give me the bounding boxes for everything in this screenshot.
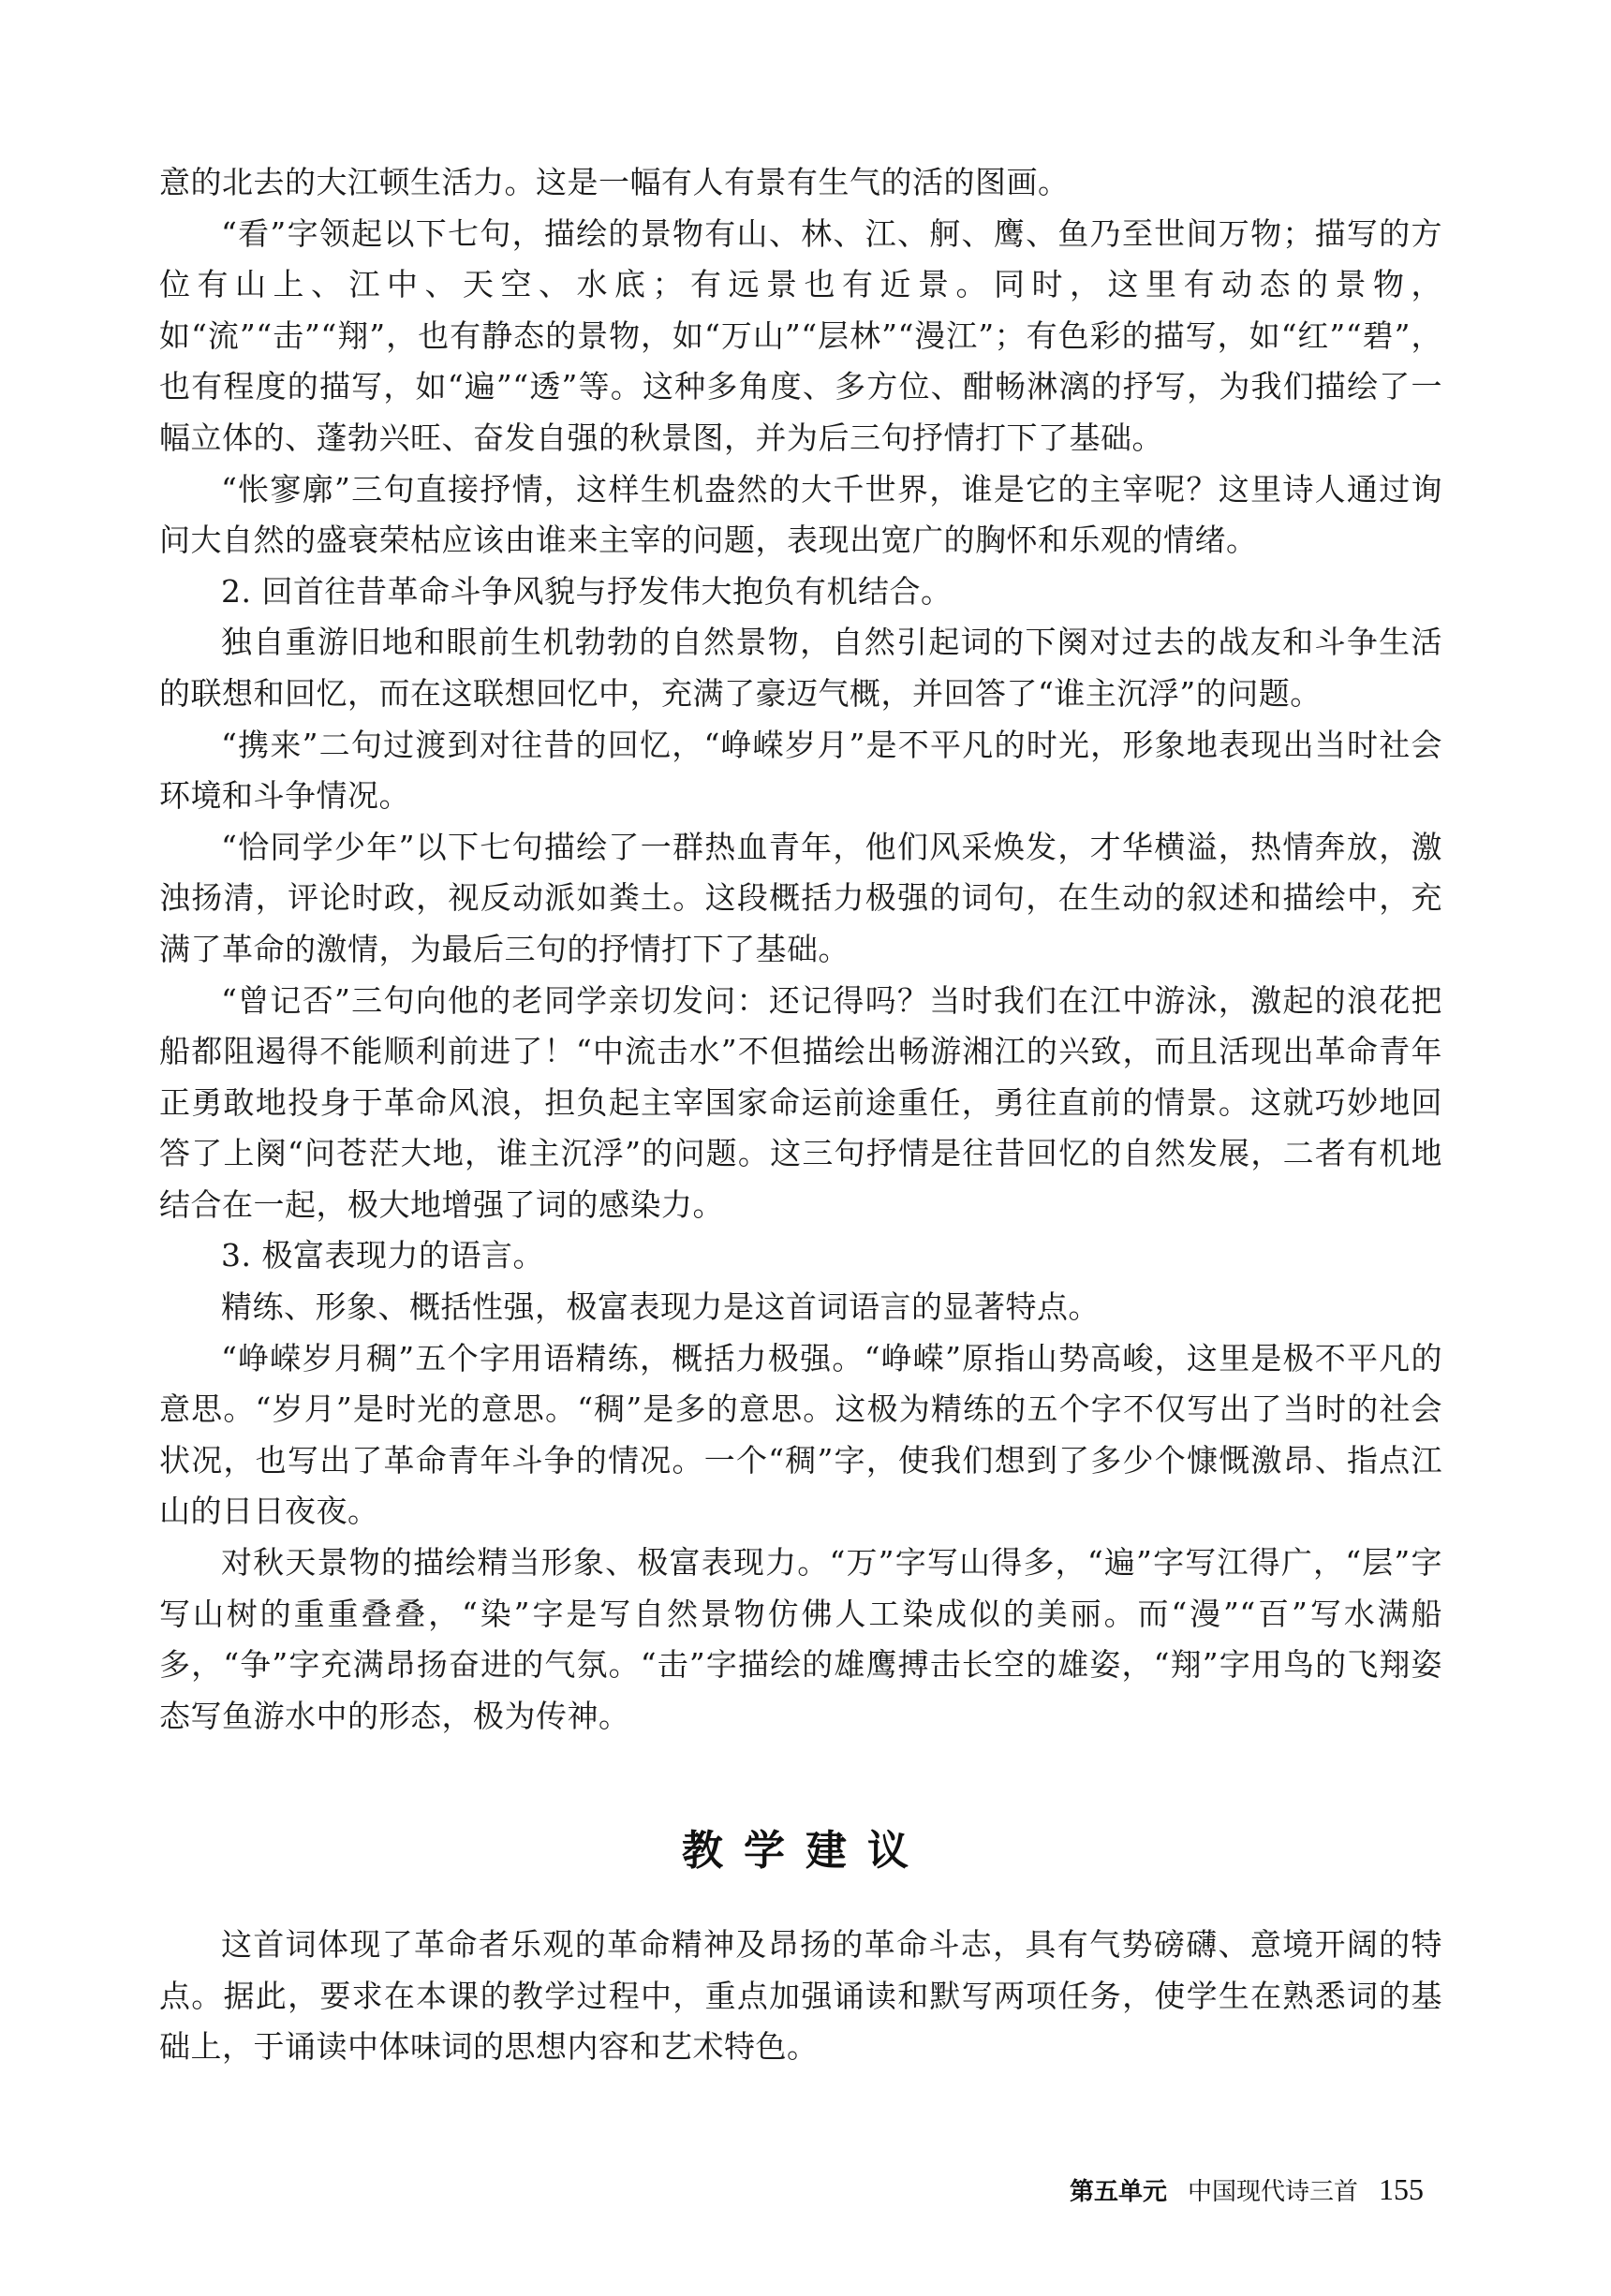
paragraph-6: “携来”二句过渡到对往昔的回忆，“峥嵘岁月”是不平凡的时光，形象地表现出当时社会环境和斗争情况。 (159, 726, 1442, 815)
page-footer (1070, 2172, 1424, 2207)
point-heading-2: 2. 回首往昔革命斗争风貌与抒发伟大抱负有机结合。 (221, 572, 953, 610)
paragraph-10: 精练、形象、概括性强，极富表现力是这首词语言的显著特点。 (221, 1288, 1100, 1326)
footer-lesson: 中国现代诗三首 (1187, 2178, 1358, 2206)
paragraph-7: “恰同学少年”以下七句描绘了一群热血青年，他们风采焕发，才华横溢，热情奔放，激浊扬清，评论时政，视反动派如粪土。这段概括力极强的词句，在生动的叙述和描绘中，充满了革命的激情，为最后三句的抒情打下了基础。 (159, 828, 1442, 967)
page-number: 155 (1379, 2172, 1424, 2206)
footer-unit: 第五单元 (1069, 2178, 1167, 2206)
section-title: 教学建议 (682, 1827, 929, 1875)
suggestion-paragraph: 这首词体现了革命者乐观的革命精神及昂扬的革命斗志，具有气势磅礴、意境开阔的特点。据此，要求在本课的教学过程中，重点加强诵读和默写两项任务，使学生在熟悉词的基础上，于诵读中体味词的思想内容和艺术特色。 (159, 1926, 1442, 2066)
paragraph-1: 意的北去的大江顿生活力。这是一幅有人有景有生气的活的图画。 (159, 164, 1070, 200)
paragraph-8: “曾记否”三句向他的老同学亲切发问：还记得吗？当时我们在江中游泳，激起的浪花把船都阻遏得不能顺利前进了！“中流击水”不但描绘出畅游湘江的兴致，而且活现出革命青年正勇敢地投身于革命风浪，担负起主宰国家命运前途重任，勇往直前的情景。这就巧妙地回答了上阕“问苍茫大地，谁主沉浮”的问题。这三句抒情是往昔回忆的自然发展，二者有机地结合在一起，极大地增强了词的感染力。 (159, 981, 1442, 1223)
point-heading-3: 3. 极富表现力的语言。 (221, 1237, 544, 1274)
paragraph-2: “看”字领起以下七句，描绘的景物有山、林、江、舸、鹰、鱼乃至世间万物；描写的方位有山上、江中、天空、水底；有远景也有近景。同时，这里有动态的景物，如“流”“击”“翔”，也有静态的景物，如“万山”“层林”“漫江”；有色彩的描写，如“红”“碧”，也有程度的描写，如“遍”“透”等。这种多角度、多方位、酣畅淋漓的抒写，为我们描绘了一幅立体的、蓬勃兴旺、奋发自强的秋景图，并为后三句抒情打下了基础。 (159, 214, 1442, 456)
paragraph-3: “怅寥廓”三句直接抒情，这样生机盎然的大千世界，谁是它的主宰呢？这里诗人通过询问大自然的盛衰荣枯应该由谁来主宰的问题，表现出宽广的胸怀和乐观的情绪。 (159, 470, 1442, 559)
paragraph-5: 独自重游旧地和眼前生机勃勃的自然景物，自然引起词的下阕对过去的战友和斗争生活的联想和回忆，而在这联想回忆中，充满了豪迈气概，并回答了“谁主沉浮”的问题。 (159, 624, 1442, 712)
paragraph-11: “峥嵘岁月稠”五个字用语精练，概括力极强。“峥嵘”原指山势高峻，这里是极不平凡的意思。“岁月”是时光的意思。“稠”是多的意思。这极为精练的五个字不仅写出了当时的社会状况，也写出了革命青年斗争的情况。一个“稠”字，使我们想到了多少个慷慨激昂、指点江山的日日夜夜。 (159, 1339, 1442, 1530)
paragraph-12: 对秋天景物的描绘精当形象、极富表现力。“万”字写山得多，“遍”字写江得广，“层”字写山树的重重叠叠，“染”字是写自然景物仿佛人工染成似的美丽。而“漫”“百”写水满船多，“争”字充满昂扬奋进的气氛。“击”字描绘的雄鹰搏击长空的雄姿，“翔”字用鸟的飞翔姿态写鱼游水中的形态，极为传神。 (159, 1544, 1442, 1734)
analysis-section (159, 157, 1442, 1742)
suggestion-section (159, 1920, 1442, 2073)
